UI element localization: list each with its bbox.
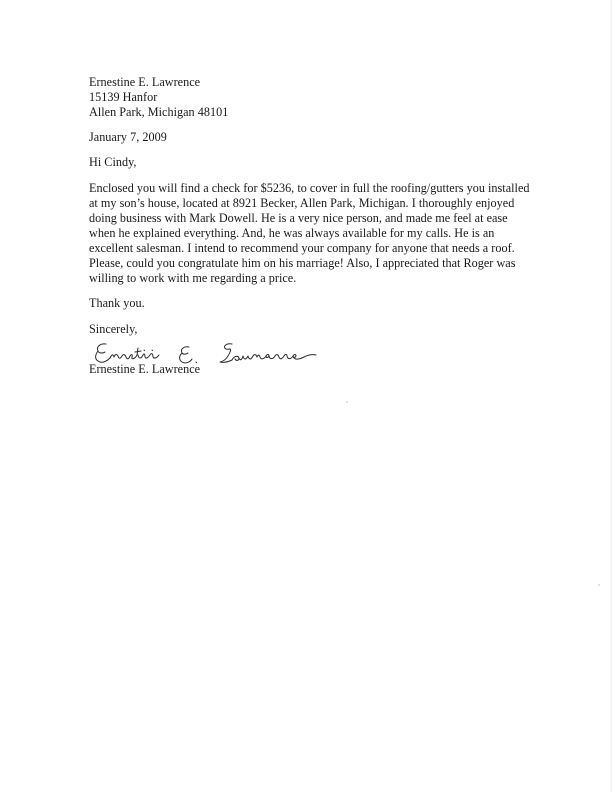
body-line-7: willing to work with me regarding a price. — [89, 271, 297, 285]
thanks-line: Thank you. — [89, 296, 145, 310]
closing-line: Sincerely, — [89, 322, 138, 336]
body-line-3: doing business with Mark Dowell. He is a very nice person, and made me feel at ease — [89, 211, 508, 225]
sender-name: Ernestine E. Lawrence — [89, 75, 201, 89]
sender-street: 15139 Hanfor — [89, 90, 158, 104]
body-line-6: Please, could you congratulate him on his marriage! Also, I appreciated that Roger was — [89, 256, 516, 270]
body-line-5: excellent salesman. I intend to recommend your company for anyone that needs a roof. — [89, 241, 515, 255]
salutation: Hi Cindy, — [89, 155, 137, 169]
body-line-1: Enclosed you will find a check for $5236, to cover in full the roofing/gutters you installed — [89, 181, 530, 195]
scan-speck — [598, 584, 600, 586]
sender-city-line: Allen Park, Michigan 48101 — [89, 105, 229, 119]
scan-speck — [346, 401, 348, 403]
body-line-4: when he explained everything. And, he was always available for my calls. He is an — [89, 226, 495, 240]
typed-name: Ernestine E. Lawrence — [89, 362, 201, 376]
body-line-2: at my son’s house, located at 8921 Becker, Allen Park, Michigan. I thoroughly enjoyed — [89, 196, 515, 210]
letter-date: January 7, 2009 — [89, 130, 167, 144]
